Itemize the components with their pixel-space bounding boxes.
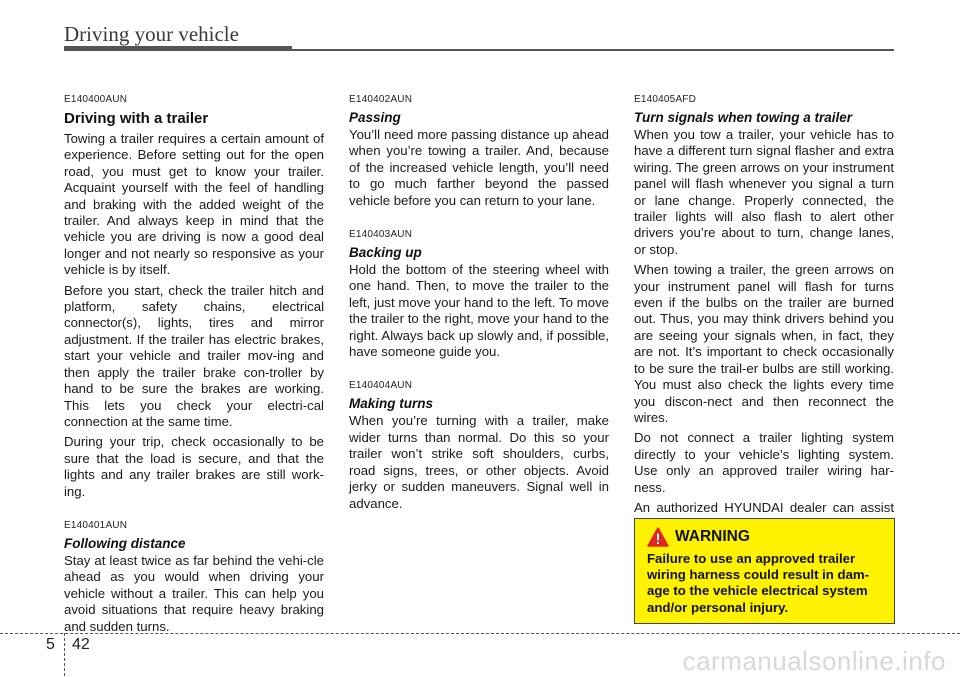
warning-box [634,518,895,624]
warning-title: WARNING [675,528,750,545]
watermark: carmanualsonline.info [682,646,946,676]
paragraph: You’ll need more passing distance up ahead when you’re towing a trailer. And, because of the increased vehicle length, you’ll need to go much farther beyond the passed vehicle before you can return to your lane. [349,127,609,208]
section-code: E140404AUN [349,380,413,392]
warning-text: Failure to use an approved trailer wiring harness could result in dam-age to the vehicle electrical system and/or personal injury. [647,551,870,615]
page-number: 42 [72,636,90,653]
section-title: Driving with a trailer [64,110,209,127]
paragraph: When you tow a trailer, your vehicle has to have a different turn signal flasher and extra wiring. The green arrows on your instrument panel will flash whenever you signal a turn or lane change. Properly connected, the trailer lights will also flash to alert other drivers you’re about to turn, change lanes, or stop. [634,127,894,257]
paragraph: When you’re turning with a trailer, make wider turns than normal. Do this so your trailer won’t strike soft shoulders, curbs, road signs, trees, or other objects. Avoid jerky or sudden maneuvers. Signal well in advance. [349,413,609,511]
warning-header [647,527,884,547]
paragraph: Towing a trailer requires a certain amount of experience. Before setting out for the open road, you must get to know your trailer. Acquaint yourself with the feel of handling and braking with the added weight of the trailer. And always keep in mind that the vehicle you are driving is now a good deal longer and not nearly so responsive as your vehicle is by itself. [64,131,324,278]
subsection-title: Backing up [349,245,422,261]
subsection-title: Passing [349,110,401,125]
subsection-title: Turn signals when towing a trailer [634,110,853,125]
section-code: E140402AUN [349,94,413,105]
section-code: E140403AUN [349,229,413,241]
column-2 [349,94,609,516]
header-rule-thick [64,46,292,51]
footer-divider [64,633,65,676]
paragraph: An authorized HYUNDAI dealer can assist [634,499,894,515]
footer-rule [0,633,960,634]
section-code: E140400AUN [64,94,128,105]
column-3 [634,94,894,537]
warning-triangle-icon [647,527,669,547]
paragraph: During your trip, check occasionally to be sure that the load is secure, and that the lights and any trailer brakes are still work-ing. [64,434,324,499]
paragraph: When towing a trailer, the green arrows on your instrument panel will flash for turns even if the bulbs on the trailer are burned out. Thus, you may think drivers behind you are seeing your signals when, in fact, they are not. It’s important to check occasionally to be sure the trail-er bulbs are still working. You must also check the lights every time you discon-nect and then reconnect the wires. [634,262,894,425]
page-header-title: Driving your vehicle [64,22,239,46]
subsection-title: Following distance [64,535,186,551]
section-code: E140405AFD [634,94,697,105]
paragraph: Stay at least twice as far behind the vehi-cle ahead as you would when driving your vehicle without a trailer. This can help you avoid situations that require heavy braking and sudden turns. [64,552,324,634]
subsection-title: Making turns [349,396,434,412]
paragraph: Hold the bottom of the steering wheel with one hand. Then, to move the trailer to the left, just move your hand to the left. To move the trailer to the right, move your hand to the right. Always back up slowly and, if possible, have someone guide you. [349,262,609,360]
paragraph: Before you start, check the trailer hitch and platform, safety chains, electrical connector(s), lights, tires and mirror adjustment. If the trailer has electric brakes, start your vehicle and trailer mov-ing and then apply the trailer brake con-troller by hand to be sure the brakes are working. This lets you check your electri-cal connection at the same time. [64,282,324,429]
column-1 [64,94,324,639]
section-code: E140401AUN [64,519,128,531]
paragraph: Do not connect a trailer lighting system directly to your vehicle’s lighting system. Use only an approved trailer wiring har-ness. [634,430,894,495]
header-rule-thin [292,49,894,51]
section-number: 5 [46,636,55,653]
